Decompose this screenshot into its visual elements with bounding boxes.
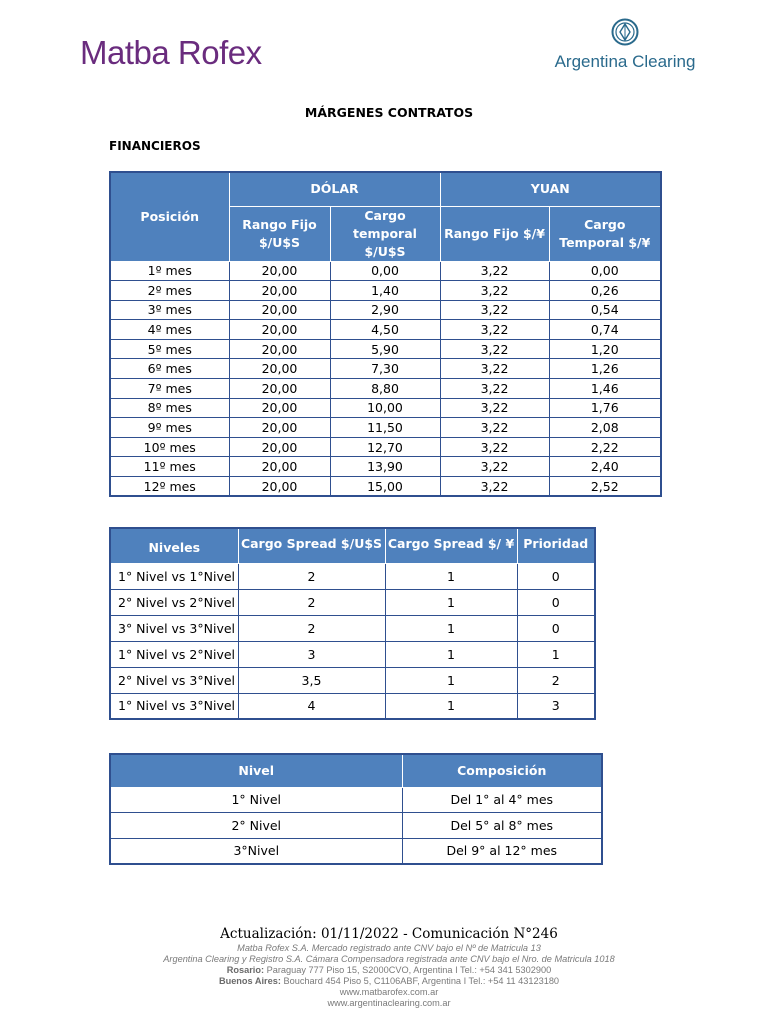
cargo-temporal-usd-cell: 7,30	[330, 359, 440, 379]
cargo-temporal-yuan-cell: 1,26	[549, 359, 661, 379]
cargo-spread-yuan-cell: 1	[385, 615, 517, 641]
table-row	[110, 813, 602, 839]
rango-fijo-yuan-cell: 3,22	[440, 437, 549, 457]
header-cargo-temporal-yuan: Cargo Temporal $/¥	[549, 206, 661, 261]
rango-fijo-usd-cell: 20,00	[229, 418, 330, 438]
prioridad-cell: 2	[517, 667, 595, 693]
table-row	[110, 437, 661, 457]
cargo-temporal-yuan-cell: 2,52	[549, 477, 661, 497]
cargo-spread-yuan-cell: 1	[385, 667, 517, 693]
cargo-temporal-usd-cell: 13,90	[330, 457, 440, 477]
cargo-spread-usd-cell: 4	[238, 693, 385, 719]
nivel-pair-cell: 2° Nivel vs 3°Nivel	[110, 667, 238, 693]
cargo-temporal-yuan-cell: 1,46	[549, 379, 661, 399]
header-dolar: DÓLAR	[229, 172, 440, 206]
rango-fijo-usd-cell: 20,00	[229, 261, 330, 281]
rango-fijo-usd-cell: 20,00	[229, 359, 330, 379]
cargo-temporal-usd-cell: 4,50	[330, 320, 440, 340]
position-cell: 3º mes	[110, 300, 229, 320]
table-row	[110, 398, 661, 418]
table-row	[110, 457, 661, 477]
cargo-spread-usd-cell: 2	[238, 589, 385, 615]
cargo-temporal-usd-cell: 15,00	[330, 477, 440, 497]
footer-ba-address: Buenos Aires: Bouchard 454 Piso 5, C1106ABF, Argentina I Tel.: +54 11 43123180	[218, 976, 560, 986]
argentina-clearing-icon	[611, 18, 639, 46]
cargo-temporal-yuan-cell: 0,26	[549, 281, 661, 301]
rango-fijo-usd-cell: 20,00	[229, 477, 330, 497]
rango-fijo-yuan-cell: 3,22	[440, 261, 549, 281]
position-cell: 12º mes	[110, 477, 229, 497]
update-notice: Actualización: 01/11/2022 - Comunicación N°246	[220, 926, 558, 942]
composicion-cell: Del 1° al 4° mes	[402, 787, 602, 813]
cargo-temporal-usd-cell: 12,70	[330, 437, 440, 457]
section-title: FINANCIEROS	[109, 139, 201, 153]
cargo-temporal-yuan-cell: 0,54	[549, 300, 661, 320]
table-row	[110, 693, 595, 719]
position-cell: 4º mes	[110, 320, 229, 340]
table-row	[110, 589, 595, 615]
position-cell: 8º mes	[110, 398, 229, 418]
spread-table	[109, 527, 596, 720]
rango-fijo-usd-cell: 20,00	[229, 300, 330, 320]
header-rango-fijo-usd: Rango Fijo $/U$S	[229, 206, 330, 261]
table-row	[110, 281, 661, 301]
header-nivel: Nivel	[110, 754, 402, 787]
rango-fijo-yuan-cell: 3,22	[440, 339, 549, 359]
nivel-cell: 2° Nivel	[110, 813, 402, 839]
cargo-spread-yuan-cell: 1	[385, 563, 517, 589]
table-row	[110, 615, 595, 641]
argentina-clearing-logo	[550, 18, 700, 72]
rango-fijo-usd-cell: 20,00	[229, 398, 330, 418]
table-row	[110, 667, 595, 693]
document-title: MÁRGENES CONTRATOS	[304, 105, 474, 120]
table-row	[110, 359, 661, 379]
composicion-cell: Del 9° al 12° mes	[402, 838, 602, 864]
table-row	[110, 838, 602, 864]
table-row	[110, 563, 595, 589]
table-row	[110, 418, 661, 438]
table-row	[110, 787, 602, 813]
page-footer	[0, 926, 768, 1009]
prioridad-cell: 3	[517, 693, 595, 719]
header-prioridad: Prioridad	[517, 528, 595, 563]
nivel-cell: 1° Nivel	[110, 787, 402, 813]
table-row	[110, 477, 661, 497]
prioridad-cell: 0	[517, 589, 595, 615]
cargo-temporal-yuan-cell: 0,74	[549, 320, 661, 340]
rango-fijo-usd-cell: 20,00	[229, 437, 330, 457]
position-cell: 11º mes	[110, 457, 229, 477]
header-cargo-spread-usd: Cargo Spread $/U$S	[238, 528, 385, 563]
footer-url-matbarofex[interactable]: www.matbarofex.com.ar	[339, 987, 439, 997]
prioridad-cell: 0	[517, 615, 595, 641]
page-header	[0, 0, 768, 92]
cargo-temporal-usd-cell: 2,90	[330, 300, 440, 320]
cargo-temporal-usd-cell: 5,90	[330, 339, 440, 359]
position-cell: 9º mes	[110, 418, 229, 438]
footer-url-argentinaclearing[interactable]: www.argentinaclearing.com.ar	[327, 998, 451, 1008]
table-row	[110, 379, 661, 399]
cargo-temporal-yuan-cell: 2,22	[549, 437, 661, 457]
cargo-temporal-usd-cell: 11,50	[330, 418, 440, 438]
cargo-temporal-usd-cell: 1,40	[330, 281, 440, 301]
header-yuan: YUAN	[440, 172, 661, 206]
rango-fijo-yuan-cell: 3,22	[440, 281, 549, 301]
cargo-temporal-yuan-cell: 2,40	[549, 457, 661, 477]
cargo-temporal-yuan-cell: 1,20	[549, 339, 661, 359]
header-composicion: Composición	[402, 754, 602, 787]
footer-matba-registration: Matba Rofex S.A. Mercado registrado ante CNV bajo el Nº de Matricula 13	[237, 943, 541, 953]
nivel-pair-cell: 1° Nivel vs 2°Nivel	[110, 641, 238, 667]
cargo-spread-usd-cell: 2	[238, 615, 385, 641]
nivel-pair-cell: 1° Nivel vs 3°Nivel	[110, 693, 238, 719]
cargo-temporal-usd-cell: 0,00	[330, 261, 440, 281]
header-cargo-temporal-usd: Cargo temporal $/U$S	[330, 206, 440, 261]
nivel-pair-cell: 1° Nivel vs 1°Nivel	[110, 563, 238, 589]
cargo-spread-usd-cell: 2	[238, 563, 385, 589]
cargo-spread-yuan-cell: 1	[385, 641, 517, 667]
table-row	[110, 339, 661, 359]
rango-fijo-yuan-cell: 3,22	[440, 457, 549, 477]
header-cargo-spread-yuan: Cargo Spread $/ ¥	[385, 528, 517, 563]
rango-fijo-yuan-cell: 3,22	[440, 300, 549, 320]
argentina-clearing-name: Argentina Clearing	[554, 52, 696, 71]
rango-fijo-yuan-cell: 3,22	[440, 359, 549, 379]
header-niveles: Niveles	[110, 528, 238, 563]
cargo-temporal-usd-cell: 10,00	[330, 398, 440, 418]
position-cell: 5º mes	[110, 339, 229, 359]
cargo-spread-yuan-cell: 1	[385, 589, 517, 615]
table-row	[110, 261, 661, 281]
margins-table	[109, 171, 662, 497]
matba-rofex-logo: Matba Rofex	[80, 34, 262, 71]
header-rango-fijo-yuan: Rango Fijo $/¥	[440, 206, 549, 261]
nivel-cell: 3°Nivel	[110, 838, 402, 864]
cargo-spread-usd-cell: 3,5	[238, 667, 385, 693]
cargo-temporal-yuan-cell: 1,76	[549, 398, 661, 418]
position-cell: 10º mes	[110, 437, 229, 457]
composicion-cell: Del 5° al 8° mes	[402, 813, 602, 839]
nivel-pair-cell: 2° Nivel vs 2°Nivel	[110, 589, 238, 615]
rango-fijo-yuan-cell: 3,22	[440, 418, 549, 438]
rango-fijo-usd-cell: 20,00	[229, 457, 330, 477]
nivel-pair-cell: 3° Nivel vs 3°Nivel	[110, 615, 238, 641]
position-cell: 2º mes	[110, 281, 229, 301]
rango-fijo-usd-cell: 20,00	[229, 379, 330, 399]
header-position: Posición	[110, 172, 229, 261]
rango-fijo-yuan-cell: 3,22	[440, 320, 549, 340]
prioridad-cell: 1	[517, 641, 595, 667]
cargo-spread-yuan-cell: 1	[385, 693, 517, 719]
rango-fijo-yuan-cell: 3,22	[440, 379, 549, 399]
composition-table	[109, 753, 603, 865]
rango-fijo-usd-cell: 20,00	[229, 320, 330, 340]
footer-rosario-address: Rosario: Paraguay 777 Piso 15, S2000CVO, Argentina I Tel.: +54 341 5302900	[226, 965, 552, 975]
cargo-temporal-yuan-cell: 0,00	[549, 261, 661, 281]
position-cell: 7º mes	[110, 379, 229, 399]
table-row	[110, 300, 661, 320]
table-row	[110, 320, 661, 340]
rango-fijo-yuan-cell: 3,22	[440, 477, 549, 497]
cargo-spread-usd-cell: 3	[238, 641, 385, 667]
position-cell: 1º mes	[110, 261, 229, 281]
rango-fijo-yuan-cell: 3,22	[440, 398, 549, 418]
cargo-temporal-usd-cell: 8,80	[330, 379, 440, 399]
table-row	[110, 641, 595, 667]
prioridad-cell: 0	[517, 563, 595, 589]
footer-clearing-registration: Argentina Clearing y Registro S.A. Cámara Compensadora registrada ante CNV bajo el Nro. de Matricula 1018	[163, 954, 615, 964]
cargo-temporal-yuan-cell: 2,08	[549, 418, 661, 438]
rango-fijo-usd-cell: 20,00	[229, 339, 330, 359]
position-cell: 6º mes	[110, 359, 229, 379]
rango-fijo-usd-cell: 20,00	[229, 281, 330, 301]
